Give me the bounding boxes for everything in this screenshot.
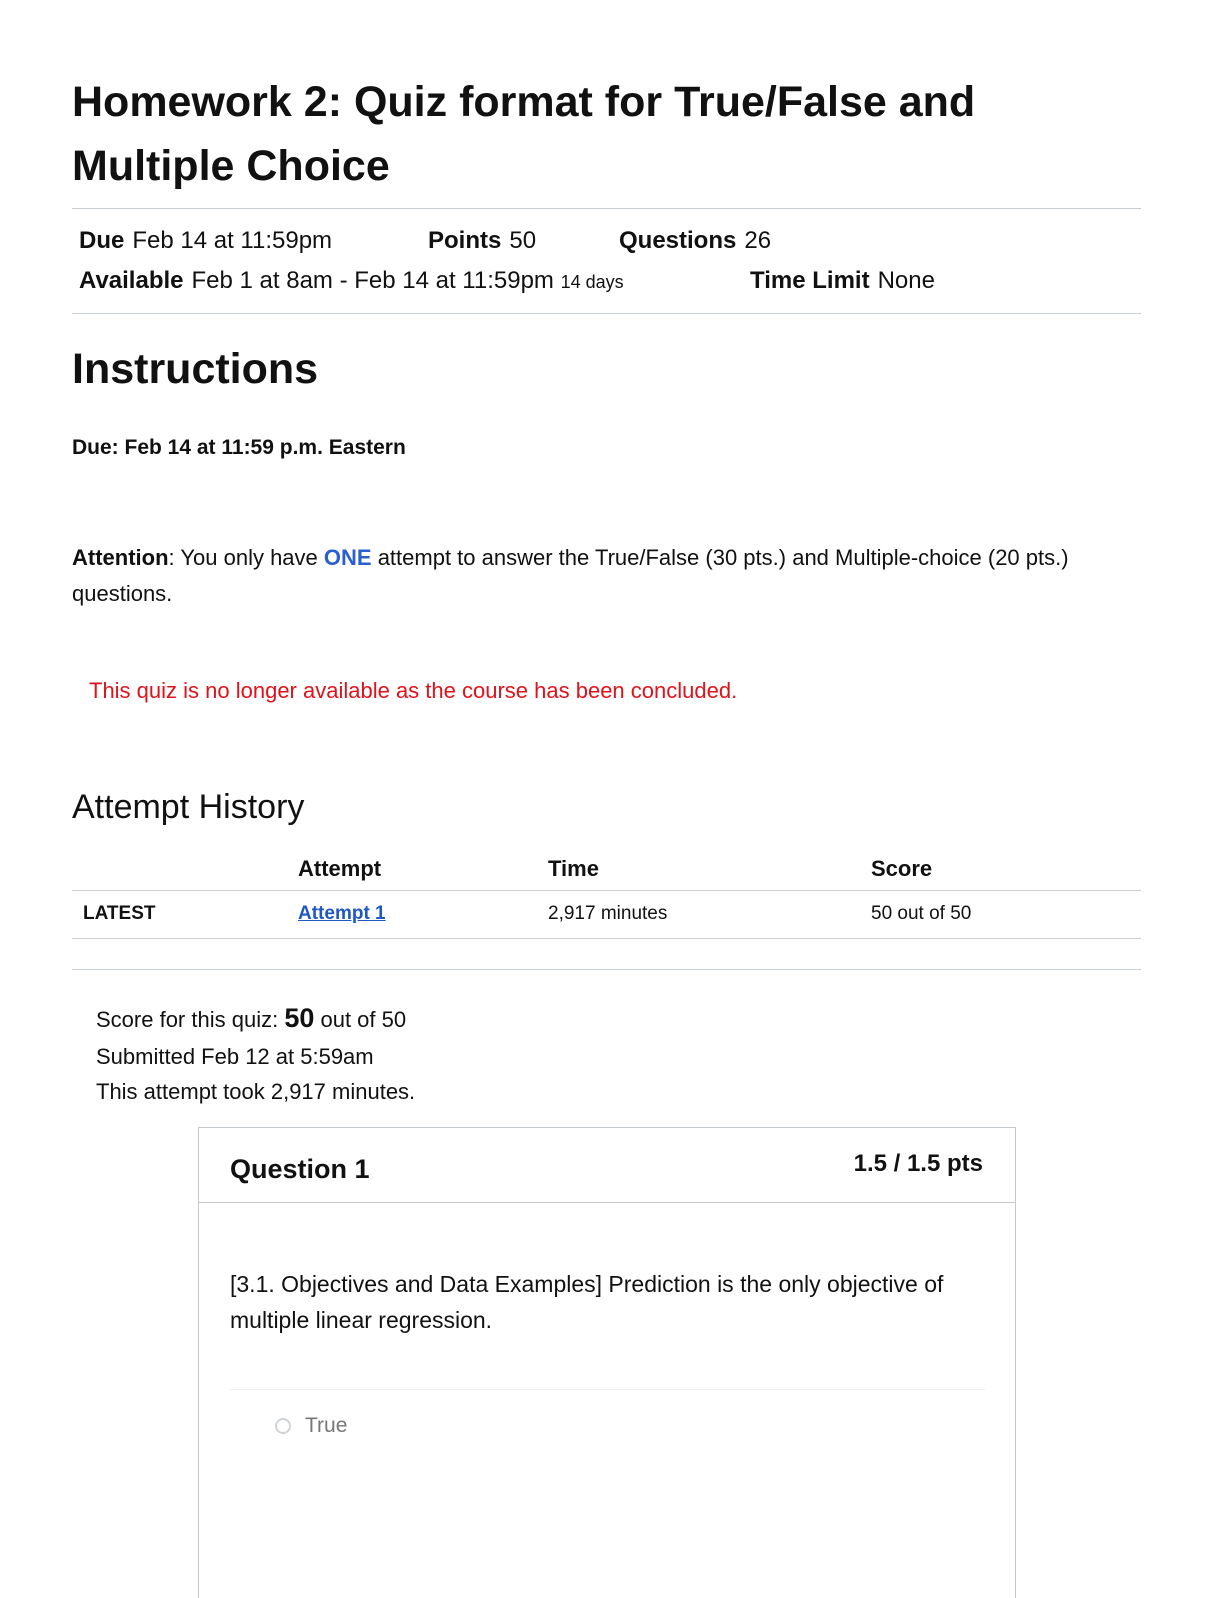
attention-notice [72, 540, 1102, 612]
attention-text-post: attempt to answer the True/False (30 pts.) and Multiple-choice (20 pts.) questions. [72, 545, 1069, 606]
points-value: 50 [509, 227, 537, 254]
attention-text-pre: : You only have [168, 545, 324, 570]
time-limit-value: None [877, 267, 935, 294]
attempt-duration: This attempt took 2,917 minutes. [96, 1079, 416, 1104]
quiz-score-summary [96, 1003, 406, 1034]
attempt-score: 50 out of 50 [871, 903, 972, 924]
attempt-1-link[interactable]: Attempt 1 [298, 903, 386, 924]
question-text: [3.1. Objectives and Data Examples] Prediction is the only objective of multiple linear regression. [230, 1271, 944, 1333]
quiz-meta-row-1 [79, 226, 1079, 256]
attention-label: Attention [72, 545, 169, 570]
available-label: Available [79, 267, 184, 294]
answer-option-label: True [305, 1414, 348, 1437]
questions-value: 26 [744, 227, 772, 254]
divider [72, 208, 1141, 209]
score-value: 50 [284, 1003, 315, 1033]
page-title: Homework 2: Quiz format for True/False and Multiple Choice [72, 78, 976, 190]
submitted-time: Submitted Feb 12 at 5:59am [96, 1044, 374, 1069]
divider [72, 969, 1141, 970]
question-header [199, 1128, 1015, 1203]
due-label: Due [79, 227, 125, 254]
question-card [198, 1127, 1016, 1598]
column-header-attempt: Attempt [298, 856, 382, 881]
radio-button[interactable] [275, 1418, 291, 1434]
quiz-meta-row-2 [79, 266, 1079, 296]
attention-emphasis: ONE [323, 545, 372, 570]
time-limit-label: Time Limit [750, 267, 870, 294]
column-header-score: Score [871, 856, 933, 881]
available-days: 14 days [560, 272, 624, 292]
question-title: Question 1 [230, 1154, 370, 1184]
score-total: out of 50 [314, 1007, 407, 1032]
answer-option[interactable] [275, 1414, 347, 1438]
questions-label: Questions [619, 227, 737, 254]
column-header-time: Time [548, 856, 599, 881]
score-label: Score for this quiz: [96, 1007, 285, 1032]
points-label: Points [428, 227, 502, 254]
instructions-heading: Instructions [72, 345, 319, 393]
divider [72, 313, 1141, 314]
question-points: 1.5 / 1.5 pts [853, 1150, 983, 1177]
table-row-divider [72, 938, 1141, 939]
quiz-unavailable-notice: This quiz is no longer available as the course has been concluded. [89, 678, 738, 703]
attempt-history-heading: Attempt History [72, 788, 305, 826]
table-header-divider [72, 890, 1141, 891]
due-value: Feb 14 at 11:59pm [132, 227, 333, 254]
answer-divider [230, 1389, 985, 1390]
instructions-due-line: Due: Feb 14 at 11:59 p.m. Eastern [72, 436, 406, 459]
latest-tag: LATEST [83, 903, 156, 924]
attempt-time: 2,917 minutes [548, 903, 668, 924]
available-value: Feb 1 at 8am - Feb 14 at 11:59pm [191, 267, 554, 294]
